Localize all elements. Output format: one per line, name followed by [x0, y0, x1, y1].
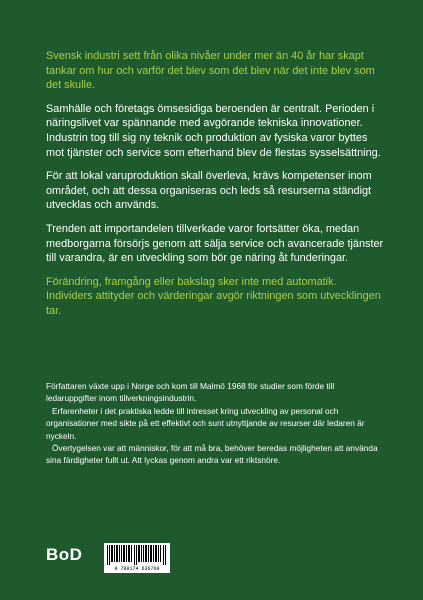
- author-bio-line-3: Övertygelsen var att människor, för att må bra, behöver beredas möjligheten att använda sina färdigheter fullt ut. Att lyckas genom andra var ett riktsnöre.: [46, 443, 378, 466]
- blurb-paragraph-3: Trenden att importandelen tillverkade varor fortsätter öka, medan medborgarna försörjs genom att sälja service och avancerade tjänster till varandra, är en utveckling som bör ge näring åt funderingar.: [46, 222, 384, 265]
- author-bio-line-2: Erfarenheter i det praktiska ledde till intresset kring utveckling av personal och organisationer med sikte på ett effektivt och sunt utnyttjande av resurser där ledaren är nyckeln.: [46, 405, 365, 441]
- blurb: [46, 49, 386, 328]
- closing-paragraph: Förändring, framgång eller bakslag sker inte med automatik. Individers attityder och värderingar avgör riktningen som utvecklingen tar.: [46, 275, 381, 317]
- author-bio-line-1: Författaren växte upp i Norge och kom till Malmö 1968 för studier som förde till ledaruppgifter inom tillverkningsindustrin.: [46, 381, 335, 404]
- barcode-bars: [107, 545, 167, 565]
- isbn-barcode: [104, 543, 170, 573]
- publisher-logo: BoD: [46, 545, 83, 564]
- blurb-paragraph-1: Samhälle och företags ömsesidiga beroenden är centralt. Perioden i näringslivet var spännande med avgörande tekniska innovationer. Industrin tog till sig ny teknik och produktion av fysiska varor byttes mot tjänster och service som efterhand blev de flestas sysselsättning.: [46, 102, 381, 159]
- author-bio: [46, 380, 386, 467]
- barcode-number: 9 789174 636769: [114, 566, 160, 572]
- blurb-paragraph-2: För att lokal varuproduktion skall överleva, krävs kompetenser inom området, och att dessa organiseras och leds så resurserna ständigt utvecklas och används.: [46, 170, 372, 212]
- intro-paragraph: Svensk industri sett från olika nivåer under mer än 40 år har skapt tankar om hur och varför det blev som det blev när det inte blev som det skulle.: [46, 50, 375, 92]
